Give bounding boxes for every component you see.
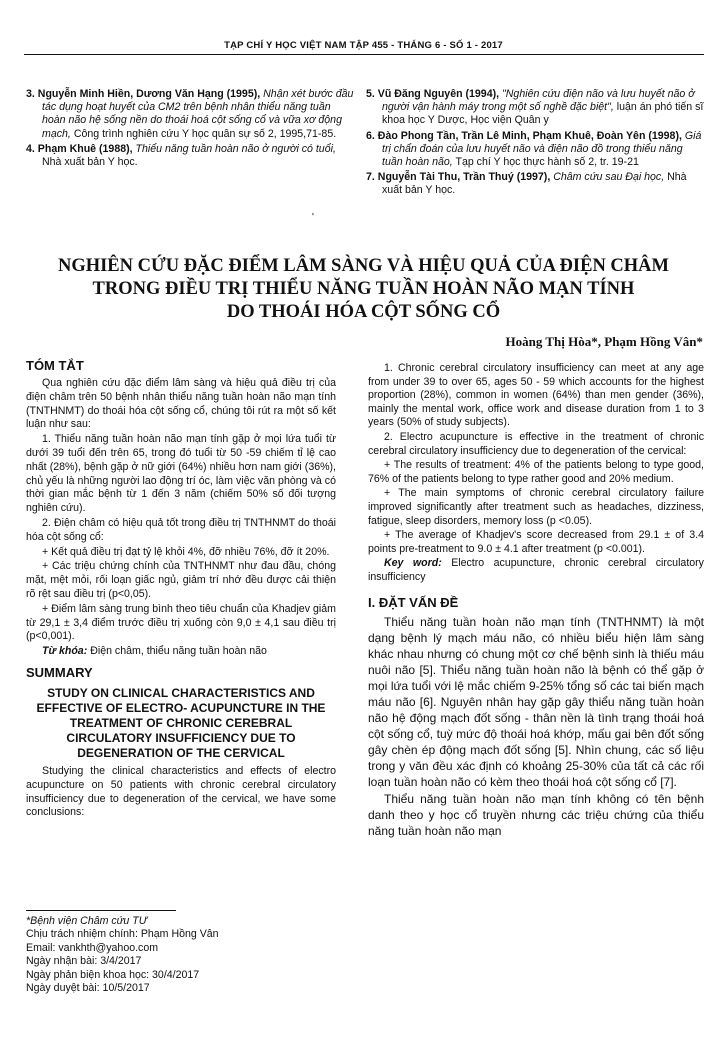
ref-num: 7. (366, 171, 375, 184)
intro-body (368, 614, 704, 839)
references-right (366, 88, 706, 200)
ref-title: Giá trị chẩn đoán của lưu huyết não và điện não đồ trong thiểu năng tuần hoàn não, (382, 129, 702, 169)
reference-item (366, 130, 706, 170)
ref-num: 6. (366, 129, 375, 142)
footnote-received: Ngày nhận bài: 3/4/2017 (26, 955, 142, 968)
title-line: DO THOÁI HÓA CỘT SỐNG CỔ (226, 302, 501, 322)
summary-title: STUDY ON CLINICAL CHARACTERISTICS AND EFFECTIVE OF ELECTRO- ACUPUNCTURE IN THE TREATMENT OF CHRONIC CEREBRAL CIRCULATORY INSUFFICIENCY DUE TO DEGENERATION OF THE CERVICAL (36, 685, 326, 760)
ref-title: Nhận xét bước đầu tác dụng hoạt huyết của CM2 trên bệnh nhân thiểu năng tuần hoàn não hệ sống nền do thoái hoá cột sống cổ và vữa xơ động mạch, (42, 88, 354, 140)
summary-paragraph: + The average of Khadjev's score decreased from 29.1 ± of 3.4 points pre-treatment to 9.0 ± 4.1 after treatment (p <0.001). (368, 529, 704, 555)
abstract-intro: Qua nghiên cứu đặc điểm lâm sàng và hiệu quả điều trị của điện châm trên 50 bệnh nhân thiểu năng tuần hoàn não mạn tính (TNTHNMT) do thoái hóa cột sống cổ, chúng tôi rút ra một số kết luận như sau: (26, 377, 336, 431)
ref-source: Công trình nghiên cứu Y học quân sự số 2, 1995,71-85. (73, 127, 337, 140)
footnote-affiliation: *Bệnh viện Châm cứu TƯ (26, 915, 148, 927)
footnote-responsible: Chịu trách nhiệm chính: Phạm Hồng Vân (26, 928, 219, 941)
keywords-label: Key word: (384, 557, 442, 570)
summary-paragraph: + The main symptoms of chronic cerebral circulatory failure improved significantly after treatment such as headaches, dizziness, fatigue, sleep disorders, memory loss (p <0.05). (368, 487, 704, 527)
ref-authors: Vũ Đăng Nguyên (1994), (377, 88, 500, 100)
journal-header: TẠP CHÍ Y HỌC VIỆT NAM TẬP 455 - THÁNG 6 - SỐ 1 - 2017 (224, 40, 503, 51)
abstract-paragraph: + Điểm lâm sàng trung bình theo tiêu chuẩn của Khadjev giảm từ 29,1 ± 3,4 điểm trước điều trị xuống còn 9,0 ± 4,1 sau điều trị (p<0,001). (26, 602, 336, 643)
abstract-paragraph: 1. Thiểu năng tuần hoàn não mạn tính gặp ở mọi lứa tuổi từ dưới 39 tuổi đến trên 65, trong đó tuổi từ 50 -59 chiếm tỉ lệ cao nhất (28%), bệnh gặp ở nữ giới (64%) nhiều hơn nam giới (36%), chủ yếu là những người lao động trí óc, làm việc văn phòng và có thời gian mắc bệnh từ 1 đến 3 năm (chiếm 50% số đối tượng nghiên cứu). (26, 433, 336, 515)
article-title (0, 255, 727, 324)
footnote-reviewed: Ngày phản biện khoa học: 30/4/2017 (26, 968, 200, 981)
ref-title: Thiểu năng tuần hoàn não ở người có tuổi, (135, 142, 336, 155)
keywords-label: Từ khóa: (42, 645, 88, 658)
ref-num: 3. (26, 88, 35, 100)
stray-mark: ' (312, 212, 314, 223)
header-rule (24, 54, 704, 55)
abstract-paragraph: + Kết quả điều trị đạt tỷ lệ khỏi 4%, đỡ nhiều 76%, đỡ ít 20%. (42, 545, 330, 558)
abstract-paragraph: + Các triệu chứng chính của TNTHNMT như đau đầu, chóng mặt, mệt mỏi, rối loạn giấc ngủ, giảm trí nhớ đều được cải thiện rõ rệt sau điều trị (p<0,05). (26, 560, 336, 600)
reference-item (366, 171, 706, 197)
summary-intro: Studying the clinical characteristics and effects of electro acupuncture on 50 patients with chronic cerebral circulatory insufficiency due to degeneration of the cervical, we have some conclusions: (26, 764, 336, 819)
title-line: NGHIÊN CỨU ĐẶC ĐIỂM LÂM SÀNG VÀ HIỆU QUẢ CỦA ĐIỆN CHÂM (57, 256, 670, 276)
ref-num: 5. (366, 88, 375, 100)
article-authors: Hoàng Thị Hòa*, Phạm Hồng Vân* (505, 334, 703, 349)
footnote-email: Email: vankhth@yahoo.com (26, 941, 159, 954)
reference-item (26, 88, 356, 141)
keywords-text: Điện châm, thiểu năng tuần hoàn não (90, 645, 267, 658)
intro-paragraph: Thiểu năng tuần hoàn não mạn tính không có tên bệnh danh theo y học cổ truyền nhưng các triệu chứng của thiểu năng tuần hoàn não mạn (368, 791, 704, 838)
right-column (368, 362, 704, 840)
ref-title: Châm cứu sau Đại học, (553, 171, 665, 184)
intro-paragraph: Thiểu năng tuần hoàn não mạn tính (TNTHNMT) là một dạng bệnh lý mạch máu não, có nhiều biểu hiện lâm sàng khác nhau nhưng có chung một cơ chế bệnh sinh là thiếu máu nuôi não [5]. Thiểu năng tuần hoàn não là bệnh có thể gặp ở mọi lứa tuổi với lệ mắc chiếm 9-25% tổng số các tai biến mạch máu não [6]. Nguyên nhân hay gặp gây thiểu năng tuần hoàn não hệ động mạch đốt sống - thân nền là tình trạng thoái hoá cột sống cổ, tuỳ mức độ thoái hoá khớp, mấu gai bên đốt sống gây chèn ép động mạch đốt sống [5]. Nhìn chung, các số liệu trong y văn đều xác định có khoảng 25-30% của tất cả các rối loạn tuần hoàn não có kèm theo thoái hoá cột sống cổ [7]. (368, 614, 704, 789)
summary-keywords (368, 557, 704, 584)
ref-authors: Đào Phong Tần, Trần Lê Minh, Phạm Khuê, Đoàn Yên (1998), (377, 129, 682, 142)
ref-source: luận án phó tiến sĩ khoa học Y Dược, Học viện Quân y (382, 101, 704, 127)
ref-source: Tạp chí Y học thực hành số 2, tr. 19-21 (455, 156, 639, 169)
reference-item (366, 88, 706, 128)
footnote-accepted: Ngày duyệt bài: 10/5/2017 (26, 982, 150, 995)
abstract-heading: TÓM TẮT (26, 358, 84, 373)
summary-paragraph: + The results of treatment: 4% of the patients belong to type good, 76% of the patients belong to type rather good and 20% medium. (368, 459, 704, 485)
footnote-rule (26, 910, 176, 911)
ref-authors: Phạm Khuê (1988), (37, 142, 133, 155)
title-line: TRONG ĐIỀU TRỊ THIỂU NĂNG TUẦN HOÀN NÃO MẠN TÍNH (92, 279, 635, 299)
left-column (26, 358, 336, 821)
ref-num: 4. (26, 142, 35, 155)
summary-paragraph: 2. Electro acupuncture is effective in the treatment of chronic cerebral circulatory insufficiency due to degeneration of the cervical: (368, 430, 704, 457)
summary-heading: SUMMARY (26, 664, 93, 680)
references-left (26, 88, 356, 171)
ref-title: "Nghiên cứu điện não và lưu huyết não ở người vận hành máy trong một số nghề đặc biệt", (382, 88, 695, 114)
ref-source: Nhà xuất bản Y học. (382, 171, 687, 197)
abstract-keywords (26, 645, 336, 659)
keywords-text: Electro acupuncture, chronic cerebral circulatory insufficiency (368, 557, 704, 583)
abstract-paragraph: 2. Điện châm có hiệu quả tốt trong điều trị TNTHNMT do thoái hóa cột sống cổ: (26, 516, 336, 543)
footnotes (26, 910, 336, 995)
intro-heading: I. ĐẶT VẤN ĐỀ (368, 594, 459, 610)
summary-paragraph: 1. Chronic cerebral circulatory insufficiency can meet at any age from under 39 to over 65, ages 50 - 59 which accounts for the highest proportion (28%), common in women (64%) than men gender (36%), mainly the mental work, office work and disease duration from 1 to 3 years (50% of study subjects). (368, 362, 704, 429)
ref-authors: Nguyễn Minh Hiền, Dương Văn Hạng (1995), (37, 88, 261, 100)
ref-authors: Nguyễn Tài Thu, Trần Thuý (1997), (377, 171, 551, 184)
reference-item (26, 143, 356, 169)
ref-source: Nhà xuất bản Y học. (42, 156, 138, 169)
